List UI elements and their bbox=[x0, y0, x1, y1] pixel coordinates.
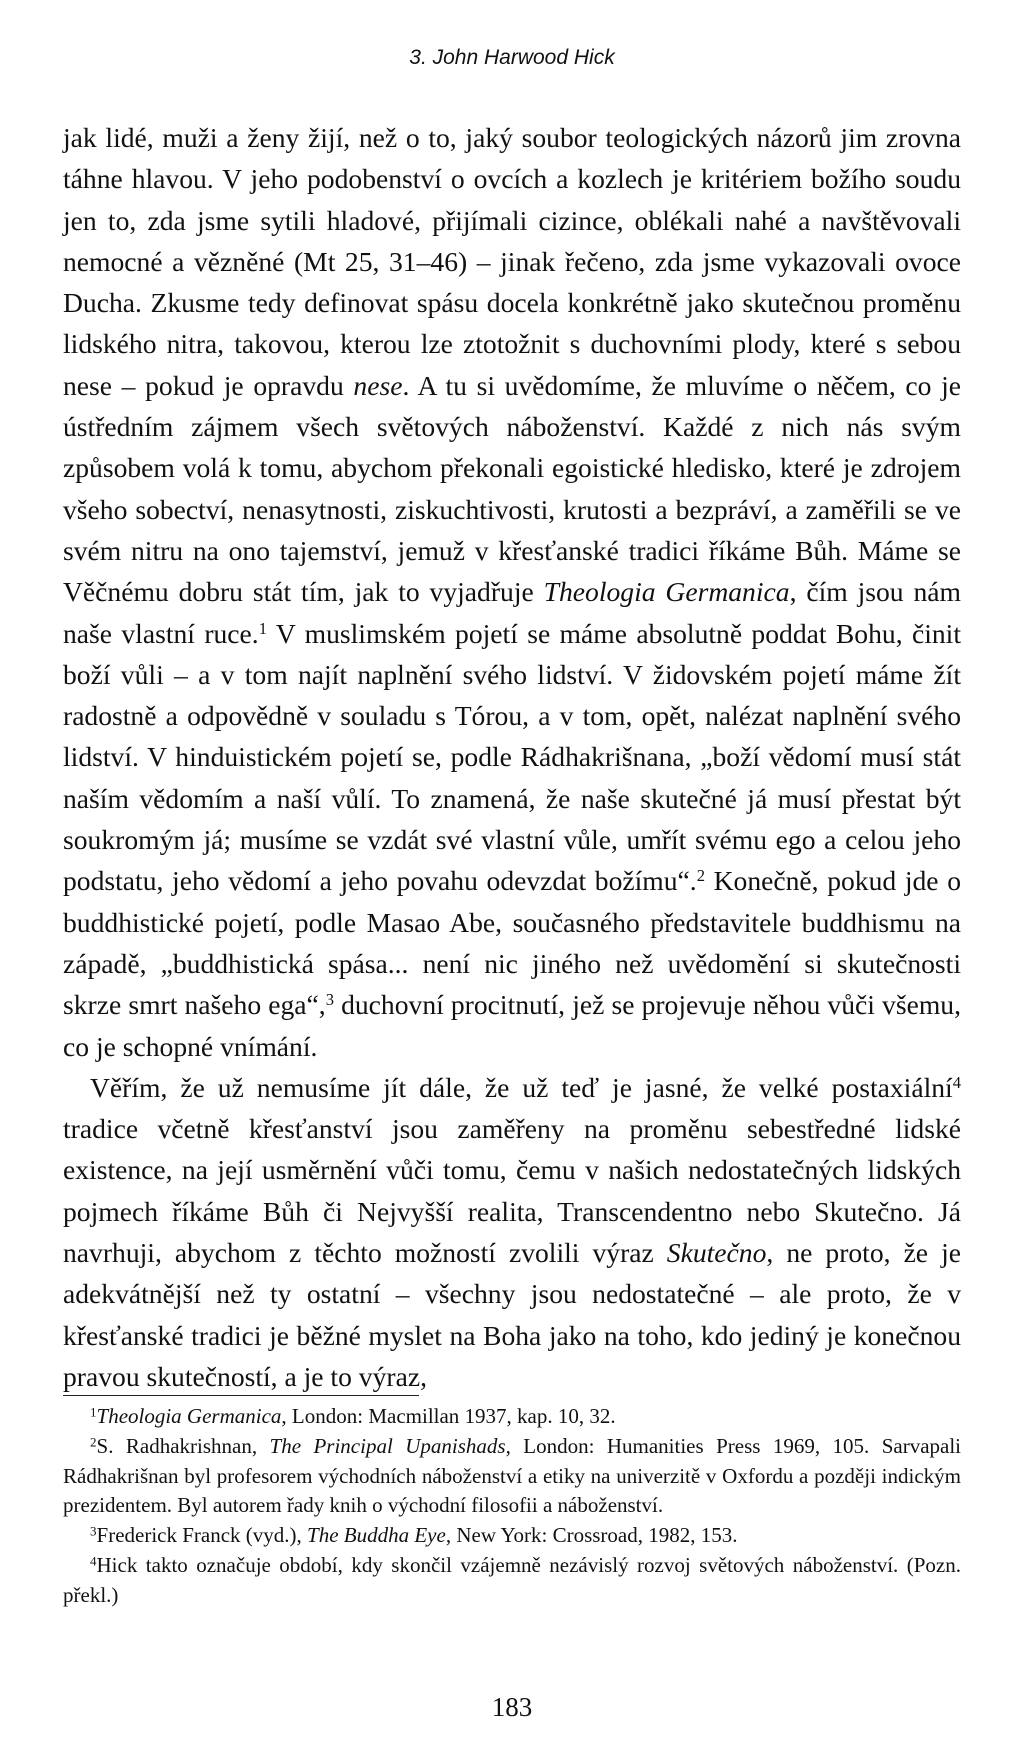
footnote-ref-4: 4 bbox=[952, 1072, 961, 1092]
footnote-1 bbox=[63, 1402, 961, 1432]
footnote-text: , London: Macmillan 1937, kap. 10, 32. bbox=[281, 1404, 616, 1428]
footnote-separator bbox=[63, 1395, 419, 1396]
body-text bbox=[63, 117, 961, 1397]
footnote-text: , London: Humanities Press 1969, 105. Sarvapali Rádhakrišnan byl profesorem východních náboženství a etiky na univerzitě v Oxfordu a později indickým prezidentem. Byl autorem řady knih o východní filosofii a náboženství. bbox=[63, 1433, 962, 1518]
footnote-ref-1: 1 bbox=[258, 618, 267, 638]
running-head: 3. John Harwood Hick bbox=[409, 46, 615, 69]
footnote-text: S. Radhakrishnan, bbox=[96, 1433, 270, 1458]
text-run: Konečně, pokud jde o buddhistické pojetí, podle Masao Abe, současného představitele buddhismu na západě, „buddhistická spása... není nic jiného než uvědomění si skutečnosti skrze smrt našeho ega“, bbox=[63, 865, 961, 1021]
footnotes bbox=[63, 1402, 961, 1611]
text-run: , ne proto, že je adekvátnější než ty ostatní – všechny jsou nedostatečné – ale proto, že v křesťanské tradici je běžné myslet na Boha jako na toho, kdo jediný je konečnou pravou skutečností, a je to výraz, bbox=[63, 1237, 961, 1392]
footnote-number: 2 bbox=[90, 1434, 97, 1450]
text-run: Věřím, že už nemusíme jít dále, že už teď je jasné, že velké postaxiální bbox=[90, 1071, 953, 1103]
footnote-4 bbox=[63, 1551, 961, 1611]
footnote-2 bbox=[63, 1432, 961, 1521]
footnote-ref-2: 2 bbox=[696, 866, 705, 886]
footnote-3 bbox=[63, 1521, 961, 1551]
text-run: , čím jsou nám naše vlastní ruce. bbox=[63, 576, 961, 649]
footnote-number: 4 bbox=[90, 1553, 97, 1569]
paragraph-2 bbox=[63, 1067, 961, 1397]
paragraph-1 bbox=[63, 117, 961, 1067]
footnote-number: 1 bbox=[90, 1404, 97, 1420]
page-number: 183 bbox=[491, 1692, 533, 1722]
emphasis: nese bbox=[353, 369, 403, 401]
footnote-ref-3: 3 bbox=[325, 990, 334, 1010]
book-title: Theologia Germanica bbox=[96, 1404, 282, 1428]
book-title: The Principal Upanishads bbox=[269, 1433, 506, 1458]
book-title: Theologia Germanica bbox=[543, 576, 790, 608]
book-title: The Buddha Eye bbox=[307, 1523, 446, 1548]
text-run: duchovní procitnutí, jež se projevuje něhou vůči všemu, co je schopné vnímání. bbox=[63, 989, 961, 1062]
footnote-number: 3 bbox=[90, 1523, 97, 1539]
text-run: jak lidé, muži a ženy žijí, než o to, jaký soubor teologických názorů jim zrovna táhne hlavou. V jeho podobenství o ovcích a kozlech je kritériem božího soudu jen to, zda jsme sytili hladové, přijímali cizince, oblékali nahé a navštěvovali nemocné a vězněné (Mt 25, 31–46) – jinak řečeno, zda jsme vykazovali ovoce Ducha. Zkusme tedy definovat spásu docela konkrétně jako skutečnou proměnu lidského nitra, takovou, kterou lze ztotožnit s duchovními plody, které s sebou nese – pokud je opravdu bbox=[63, 122, 961, 401]
footnote-text: , New York: Crossroad, 1982, 153. bbox=[445, 1523, 738, 1548]
text-run: tradice včetně křesťanství jsou zaměřeny na proměnu sebestředné lidské existence, na její usměrnění vůči tomu, čemu v našich nedostatečných lidských pojmech říkáme Bůh či Nejvyšší realita, Transcendentno nebo Skutečno. Já navrhuji, abychom z těchto možností zvolili výraz bbox=[63, 1113, 961, 1269]
text-run: V muslimském pojetí se máme absolutně poddat Bohu, činit boží vůli – a v tom najít naplnění svého lidství. V židovském pojetí máme žít radostně a odpovědně v souladu s Tórou, a v tom, opět, nalézat naplnění svého lidství. V hinduistickém pojetí se, podle Rádhakrišnana, „boží vědomí musí stát naším vědomím a naší vůlí. To znamená, že naše skutečné já musí přestat být soukromým já; musíme se vzdát své vlastní vůle, umřít svému ego a celou jeho podstatu, jeho vědomí a jeho povahu odevzdat božímu“. bbox=[63, 617, 961, 897]
text-run: . A tu si uvědomíme, že mluvíme o něčem, co je ústředním zájmem všech světových náboženství. Každé z nich nás svým způsobem volá k tomu, abychom překonali egoistické hledisko, které je zdrojem všeho sobectví, nenasytnosti, ziskuchtivosti, krutosti a bezpráví, a zaměřili se ve svém nitru na ono tajemství, jemuž v křesťanské tradici říkáme Bůh. Máme se Věčnému dobru stát tím, jak to vyjadřuje bbox=[63, 369, 962, 608]
emphasis: Skutečno bbox=[666, 1237, 767, 1269]
footnote-text: Frederick Franck (vyd.), bbox=[96, 1523, 308, 1548]
footnote-text: Hick takto označuje období, kdy skončil vzájemně nezávislý rozvoj světových náboženství. (Pozn. překl.) bbox=[63, 1552, 961, 1607]
